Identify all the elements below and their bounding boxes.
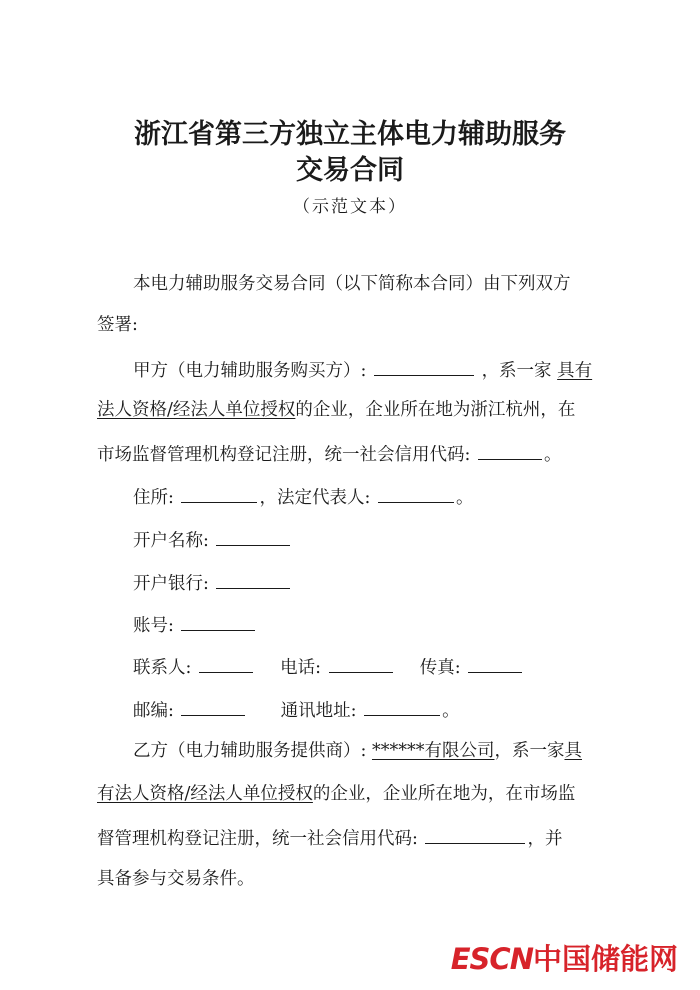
contact-line (133, 654, 524, 678)
intro-line-1: 本电力辅助服务交易合同（以下简称本合同）由下列双方 (133, 274, 571, 294)
account-number-label: 账号: (133, 616, 174, 636)
contact-person-label: 联系人: (133, 658, 192, 678)
fax-label: 传真: (419, 658, 461, 678)
postal-code-label: 邮编: (133, 701, 174, 721)
phone-blank[interactable] (329, 654, 393, 673)
document-title-line-1: 浙江省第三方独立主体电力辅助服务 (134, 119, 566, 150)
party-b-text: ，系一家 (494, 741, 565, 761)
watermark-logo (451, 942, 678, 976)
party-b-line-3 (97, 825, 562, 849)
period: 。 (442, 701, 460, 721)
address-blank[interactable] (181, 484, 257, 503)
document-title-line-2: 交易合同 (296, 155, 404, 186)
account-name-blank[interactable] (216, 527, 290, 546)
party-b-line-1 (133, 739, 582, 763)
postal-code-blank[interactable] (181, 697, 245, 716)
party-b-line-2 (97, 782, 575, 806)
party-b-label: 乙方（电力辅助服务提供商）: (133, 741, 367, 761)
party-b-line-4: 具备参与交易条件。 (97, 869, 255, 889)
party-a-label: 甲方（电力辅助服务购买方）: (133, 361, 367, 381)
party-a-line-2 (97, 398, 575, 422)
legal-representative-label: ，法定代表人: (259, 488, 371, 508)
party-b-text-end: ，并 (527, 829, 563, 849)
account-number-line (133, 612, 257, 636)
party-a-credit-code-blank[interactable] (478, 441, 542, 460)
address-line (133, 484, 473, 508)
party-a-underlined-text: 具有 (557, 361, 593, 381)
postal-line (133, 697, 460, 721)
phone-label: 电话: (280, 658, 322, 678)
bank-blank[interactable] (216, 570, 290, 589)
fax-blank[interactable] (468, 654, 522, 673)
party-a-line-3 (97, 441, 561, 465)
bank-label: 开户银行: (133, 574, 209, 594)
party-a-line-1 (133, 357, 592, 381)
party-a-text: ，系一家 (481, 361, 552, 381)
party-a-location-text: 的企业，企业所在地为浙江杭州，在 (295, 400, 576, 420)
legal-representative-blank[interactable] (378, 484, 454, 503)
mailing-address-blank[interactable] (364, 697, 440, 716)
party-b-qualification: 有法人资格/经法人单位授权 (97, 784, 313, 804)
address-label: 住所: (133, 488, 174, 508)
party-b-credit-code-label: 督管理机构登记注册，统一社会信用代码: (97, 829, 418, 849)
party-b-location-text: 的企业，企业所在地为，在市场监 (312, 784, 576, 804)
bank-line (133, 570, 292, 594)
party-a-qualification: 法人资格/经法人单位授权 (97, 400, 296, 420)
period: 。 (543, 445, 562, 465)
party-b-credit-code-blank[interactable] (425, 825, 525, 844)
document-subtitle: （示范文本） (293, 197, 407, 217)
watermark-chinese: 中国储能网 (532, 942, 678, 976)
party-b-underlined-text: 具 (564, 741, 582, 761)
party-a-credit-code-label: 市场监督管理机构登记注册，统一社会信用代码: (97, 445, 471, 465)
account-name-line (133, 527, 292, 551)
party-b-company-name: ******有限公司 (371, 741, 495, 761)
intro-line-2: 签署: (97, 315, 138, 335)
period: 。 (455, 488, 474, 508)
contact-person-blank[interactable] (199, 654, 253, 673)
mailing-address-label: 通讯地址: (280, 701, 357, 721)
watermark-latin: ESCN (450, 942, 533, 976)
account-number-blank[interactable] (181, 612, 255, 631)
account-name-label: 开户名称: (133, 531, 209, 551)
party-a-name-blank[interactable] (374, 357, 474, 376)
